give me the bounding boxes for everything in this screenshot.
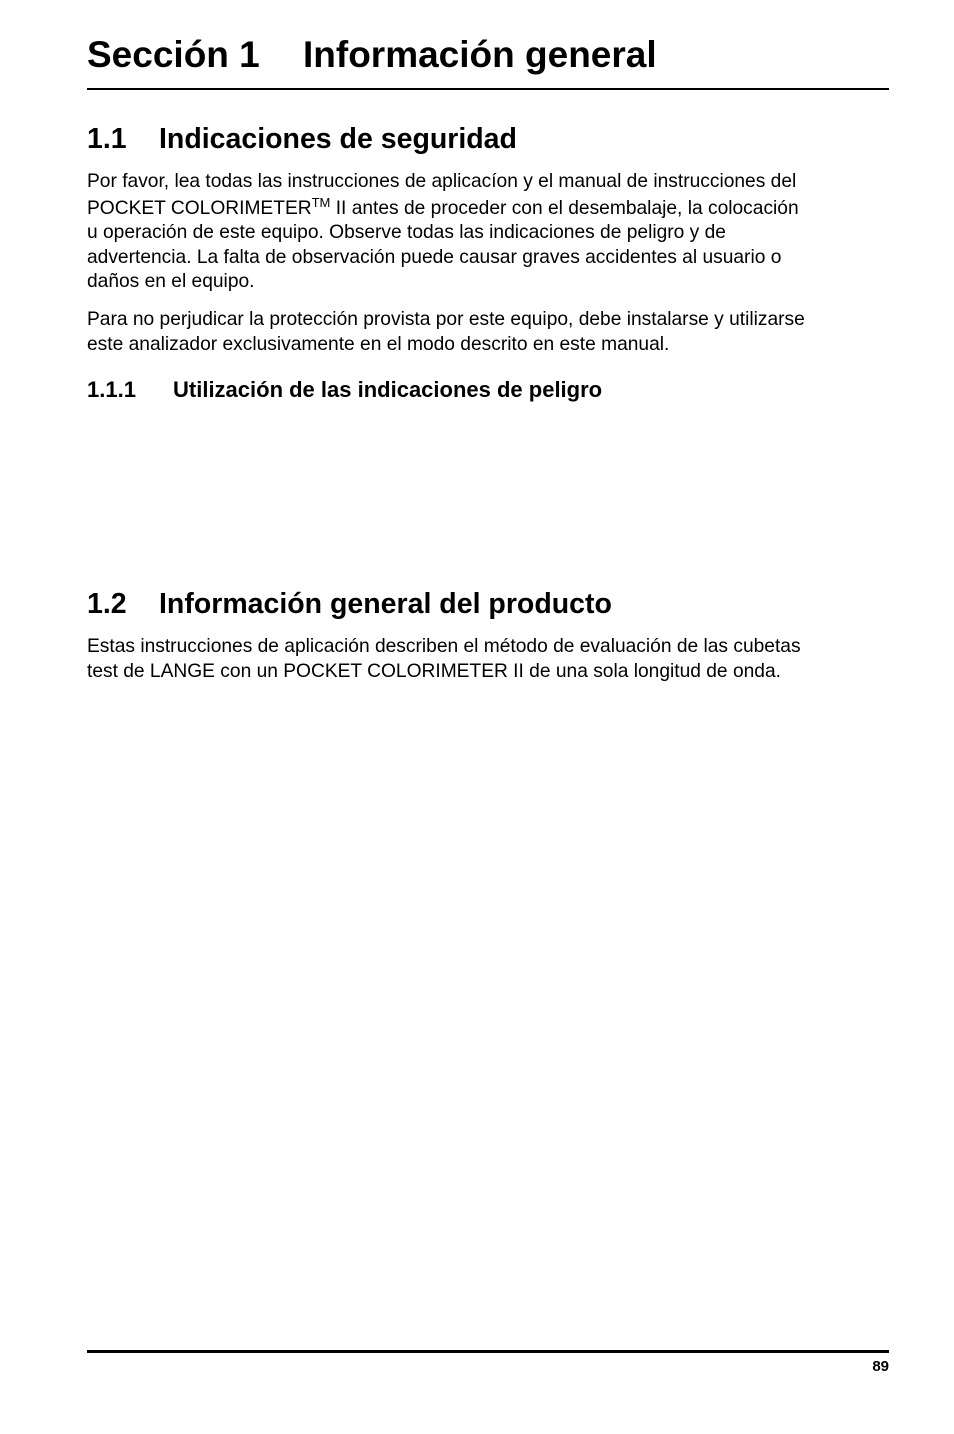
chapter-title [87, 30, 889, 80]
safety-paragraph-2 [87, 308, 889, 357]
section-number: 1.1.1 [87, 377, 136, 402]
section-heading-1-1-1 [87, 376, 602, 404]
header-rule [87, 88, 889, 90]
text-fragment: II antes de proceder con el desembalaje, la colocación [330, 197, 799, 219]
text-line: u operación de este equipo. Observe todas las indicaciones de peligro y de [87, 222, 726, 243]
text-line: Estas instrucciones de aplicación describen el método de evaluación de las cubetas [87, 636, 801, 657]
section-heading-1-1 [87, 121, 517, 157]
text-line: advertencia. La falta de observación puede causar graves accidentes al usuario o [87, 246, 782, 268]
section-title: Utilización de las indicaciones de peligro [173, 377, 603, 402]
text-line: Para no perjudicar la protección provista por este equipo, debe instalarse y utilizarse [87, 309, 805, 330]
chapter-title-text: Información general [303, 34, 657, 75]
text-line: Por favor, lea todas las instrucciones de aplicacíon y el manual de instrucciones del [87, 171, 797, 192]
trademark-sup: TM [311, 194, 331, 210]
section-title: Indicaciones de seguridad [159, 123, 517, 155]
text-line: este analizador exclusivamente en el modo descrito en este manual. [87, 333, 670, 355]
product-name: POCKET COLORIMETER [87, 197, 312, 219]
section-number: 1.2 [87, 588, 127, 620]
text-line: test de LANGE con un POCKET COLORIMETER II de una sola longitud de onda. [87, 660, 781, 682]
text-line: daños en el equipo. [87, 271, 255, 292]
section-number: 1.1 [87, 123, 127, 155]
document-page [87, 0, 889, 1434]
section-title: Información general del producto [159, 588, 612, 620]
product-paragraph [87, 635, 889, 684]
chapter-number: Sección 1 [87, 34, 260, 75]
footer-rule [87, 1350, 889, 1353]
page-number: 89 [872, 1358, 889, 1375]
section-heading-1-2 [87, 586, 612, 622]
text-line [87, 194, 889, 222]
safety-paragraph-1 [87, 170, 889, 295]
